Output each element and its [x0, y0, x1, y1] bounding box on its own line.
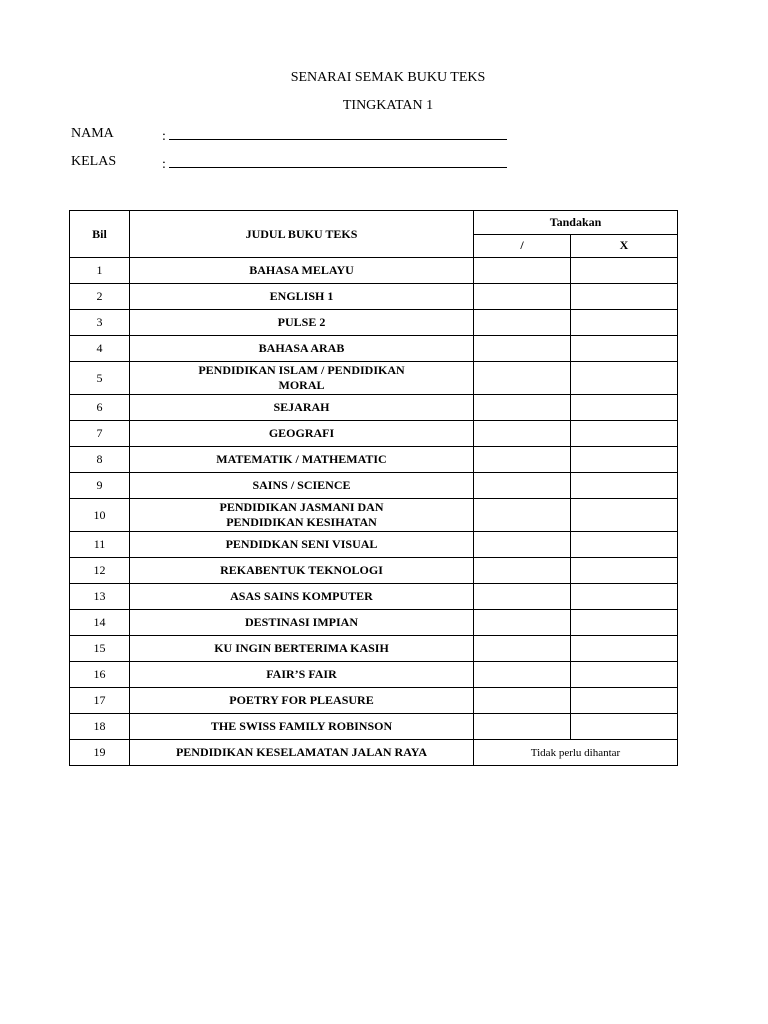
book-title: BAHASA MELAYU [130, 258, 474, 284]
row-number: 7 [70, 421, 130, 447]
row-number: 19 [70, 740, 130, 766]
table-row [70, 258, 678, 284]
kelas-separator: : [162, 157, 166, 172]
book-title: KU INGIN BERTERIMA KASIH [130, 636, 474, 662]
row-number: 13 [70, 584, 130, 610]
tick-checkbox-cell[interactable] [474, 395, 571, 421]
book-title: FAIR’S FAIR [130, 662, 474, 688]
tick-checkbox-cell[interactable] [474, 558, 571, 584]
cross-checkbox-cell[interactable] [571, 532, 678, 558]
table-row [70, 662, 678, 688]
nama-field[interactable] [162, 126, 507, 145]
table-row [70, 636, 678, 662]
row-number: 2 [70, 284, 130, 310]
book-title: POETRY FOR PLEASURE [130, 688, 474, 714]
row-number: 1 [70, 258, 130, 284]
book-title: PENDIDIKAN JASMANI DAN PENDIDIKAN KESIHATAN [130, 499, 474, 532]
table-row [70, 284, 678, 310]
book-title: PULSE 2 [130, 310, 474, 336]
nama-separator: : [162, 129, 166, 144]
book-title: ASAS SAINS KOMPUTER [130, 584, 474, 610]
book-title: BAHASA ARAB [130, 336, 474, 362]
book-title: SAINS / SCIENCE [130, 473, 474, 499]
row-number: 12 [70, 558, 130, 584]
cross-checkbox-cell[interactable] [571, 499, 678, 532]
cross-checkbox-cell[interactable] [571, 584, 678, 610]
row-number: 16 [70, 662, 130, 688]
row-number: 14 [70, 610, 130, 636]
row-number: 4 [70, 336, 130, 362]
kelas-label: KELAS [71, 154, 117, 169]
book-title: PENDIDIKAN ISLAM / PENDIDIKAN MORAL [130, 362, 474, 395]
table-row [70, 584, 678, 610]
row-number: 8 [70, 447, 130, 473]
not-required-note: Tidak perlu dihantar [474, 740, 678, 766]
cross-checkbox-cell[interactable] [571, 714, 678, 740]
table-row [70, 447, 678, 473]
cross-checkbox-cell[interactable] [571, 610, 678, 636]
tick-checkbox-cell[interactable] [474, 688, 571, 714]
row-number: 18 [70, 714, 130, 740]
table-row [70, 532, 678, 558]
cross-checkbox-cell[interactable] [571, 336, 678, 362]
book-title: REKABENTUK TEKNOLOGI [130, 558, 474, 584]
book-title: THE SWISS FAMILY ROBINSON [130, 714, 474, 740]
tick-checkbox-cell[interactable] [474, 473, 571, 499]
row-number: 15 [70, 636, 130, 662]
book-title: DESTINASI IMPIAN [130, 610, 474, 636]
row-number: 5 [70, 362, 130, 395]
table-row [70, 336, 678, 362]
table-row [70, 310, 678, 336]
row-number: 11 [70, 532, 130, 558]
tick-checkbox-cell[interactable] [474, 421, 571, 447]
row-number: 6 [70, 395, 130, 421]
row-number: 10 [70, 499, 130, 532]
tick-checkbox-cell[interactable] [474, 336, 571, 362]
header-cross: X [571, 234, 678, 258]
row-number: 3 [70, 310, 130, 336]
nama-label: NAMA [71, 126, 114, 141]
table-row [70, 362, 678, 395]
tick-checkbox-cell[interactable] [474, 310, 571, 336]
table-row [70, 558, 678, 584]
cross-checkbox-cell[interactable] [571, 662, 678, 688]
tick-checkbox-cell[interactable] [474, 284, 571, 310]
cross-checkbox-cell[interactable] [571, 421, 678, 447]
cross-checkbox-cell[interactable] [571, 688, 678, 714]
cross-checkbox-cell[interactable] [571, 310, 678, 336]
kelas-field[interactable] [162, 154, 507, 173]
table-row [70, 473, 678, 499]
header-bil: Bil [70, 211, 130, 258]
row-number: 17 [70, 688, 130, 714]
page-title: SENARAI SEMAK BUKU TEKS [290, 70, 486, 85]
nama-blank-line[interactable] [169, 126, 507, 140]
cross-checkbox-cell[interactable] [571, 258, 678, 284]
header-tandakan: Tandakan [474, 211, 678, 235]
kelas-blank-line[interactable] [169, 154, 507, 168]
tick-checkbox-cell[interactable] [474, 610, 571, 636]
book-title: MATEMATIK / MATHEMATIC [130, 447, 474, 473]
tick-checkbox-cell[interactable] [474, 362, 571, 395]
tick-checkbox-cell[interactable] [474, 447, 571, 473]
table-row [70, 688, 678, 714]
row-number: 9 [70, 473, 130, 499]
tick-checkbox-cell[interactable] [474, 532, 571, 558]
tick-checkbox-cell[interactable] [474, 714, 571, 740]
book-title: PENDIDKAN SENI VISUAL [130, 532, 474, 558]
tick-checkbox-cell[interactable] [474, 662, 571, 688]
tick-checkbox-cell[interactable] [474, 584, 571, 610]
textbook-checklist-table [69, 210, 678, 766]
tick-checkbox-cell[interactable] [474, 636, 571, 662]
cross-checkbox-cell[interactable] [571, 362, 678, 395]
book-title: SEJARAH [130, 395, 474, 421]
table-row [70, 395, 678, 421]
tick-checkbox-cell[interactable] [474, 258, 571, 284]
header-tick: / [474, 234, 571, 258]
cross-checkbox-cell[interactable] [571, 395, 678, 421]
table-row [70, 714, 678, 740]
cross-checkbox-cell[interactable] [571, 636, 678, 662]
book-title: ENGLISH 1 [130, 284, 474, 310]
tick-checkbox-cell[interactable] [474, 499, 571, 532]
cross-checkbox-cell[interactable] [571, 558, 678, 584]
page-subtitle: TINGKATAN 1 [342, 98, 434, 113]
cross-checkbox-cell[interactable] [571, 284, 678, 310]
cross-checkbox-cell[interactable] [571, 473, 678, 499]
cross-checkbox-cell[interactable] [571, 447, 678, 473]
table-row [70, 740, 678, 766]
book-title: PENDIDIKAN KESELAMATAN JALAN RAYA [130, 740, 474, 766]
table-row [70, 610, 678, 636]
table-row [70, 421, 678, 447]
header-judul: JUDUL BUKU TEKS [130, 211, 474, 258]
book-title: GEOGRAFI [130, 421, 474, 447]
table-row [70, 499, 678, 532]
